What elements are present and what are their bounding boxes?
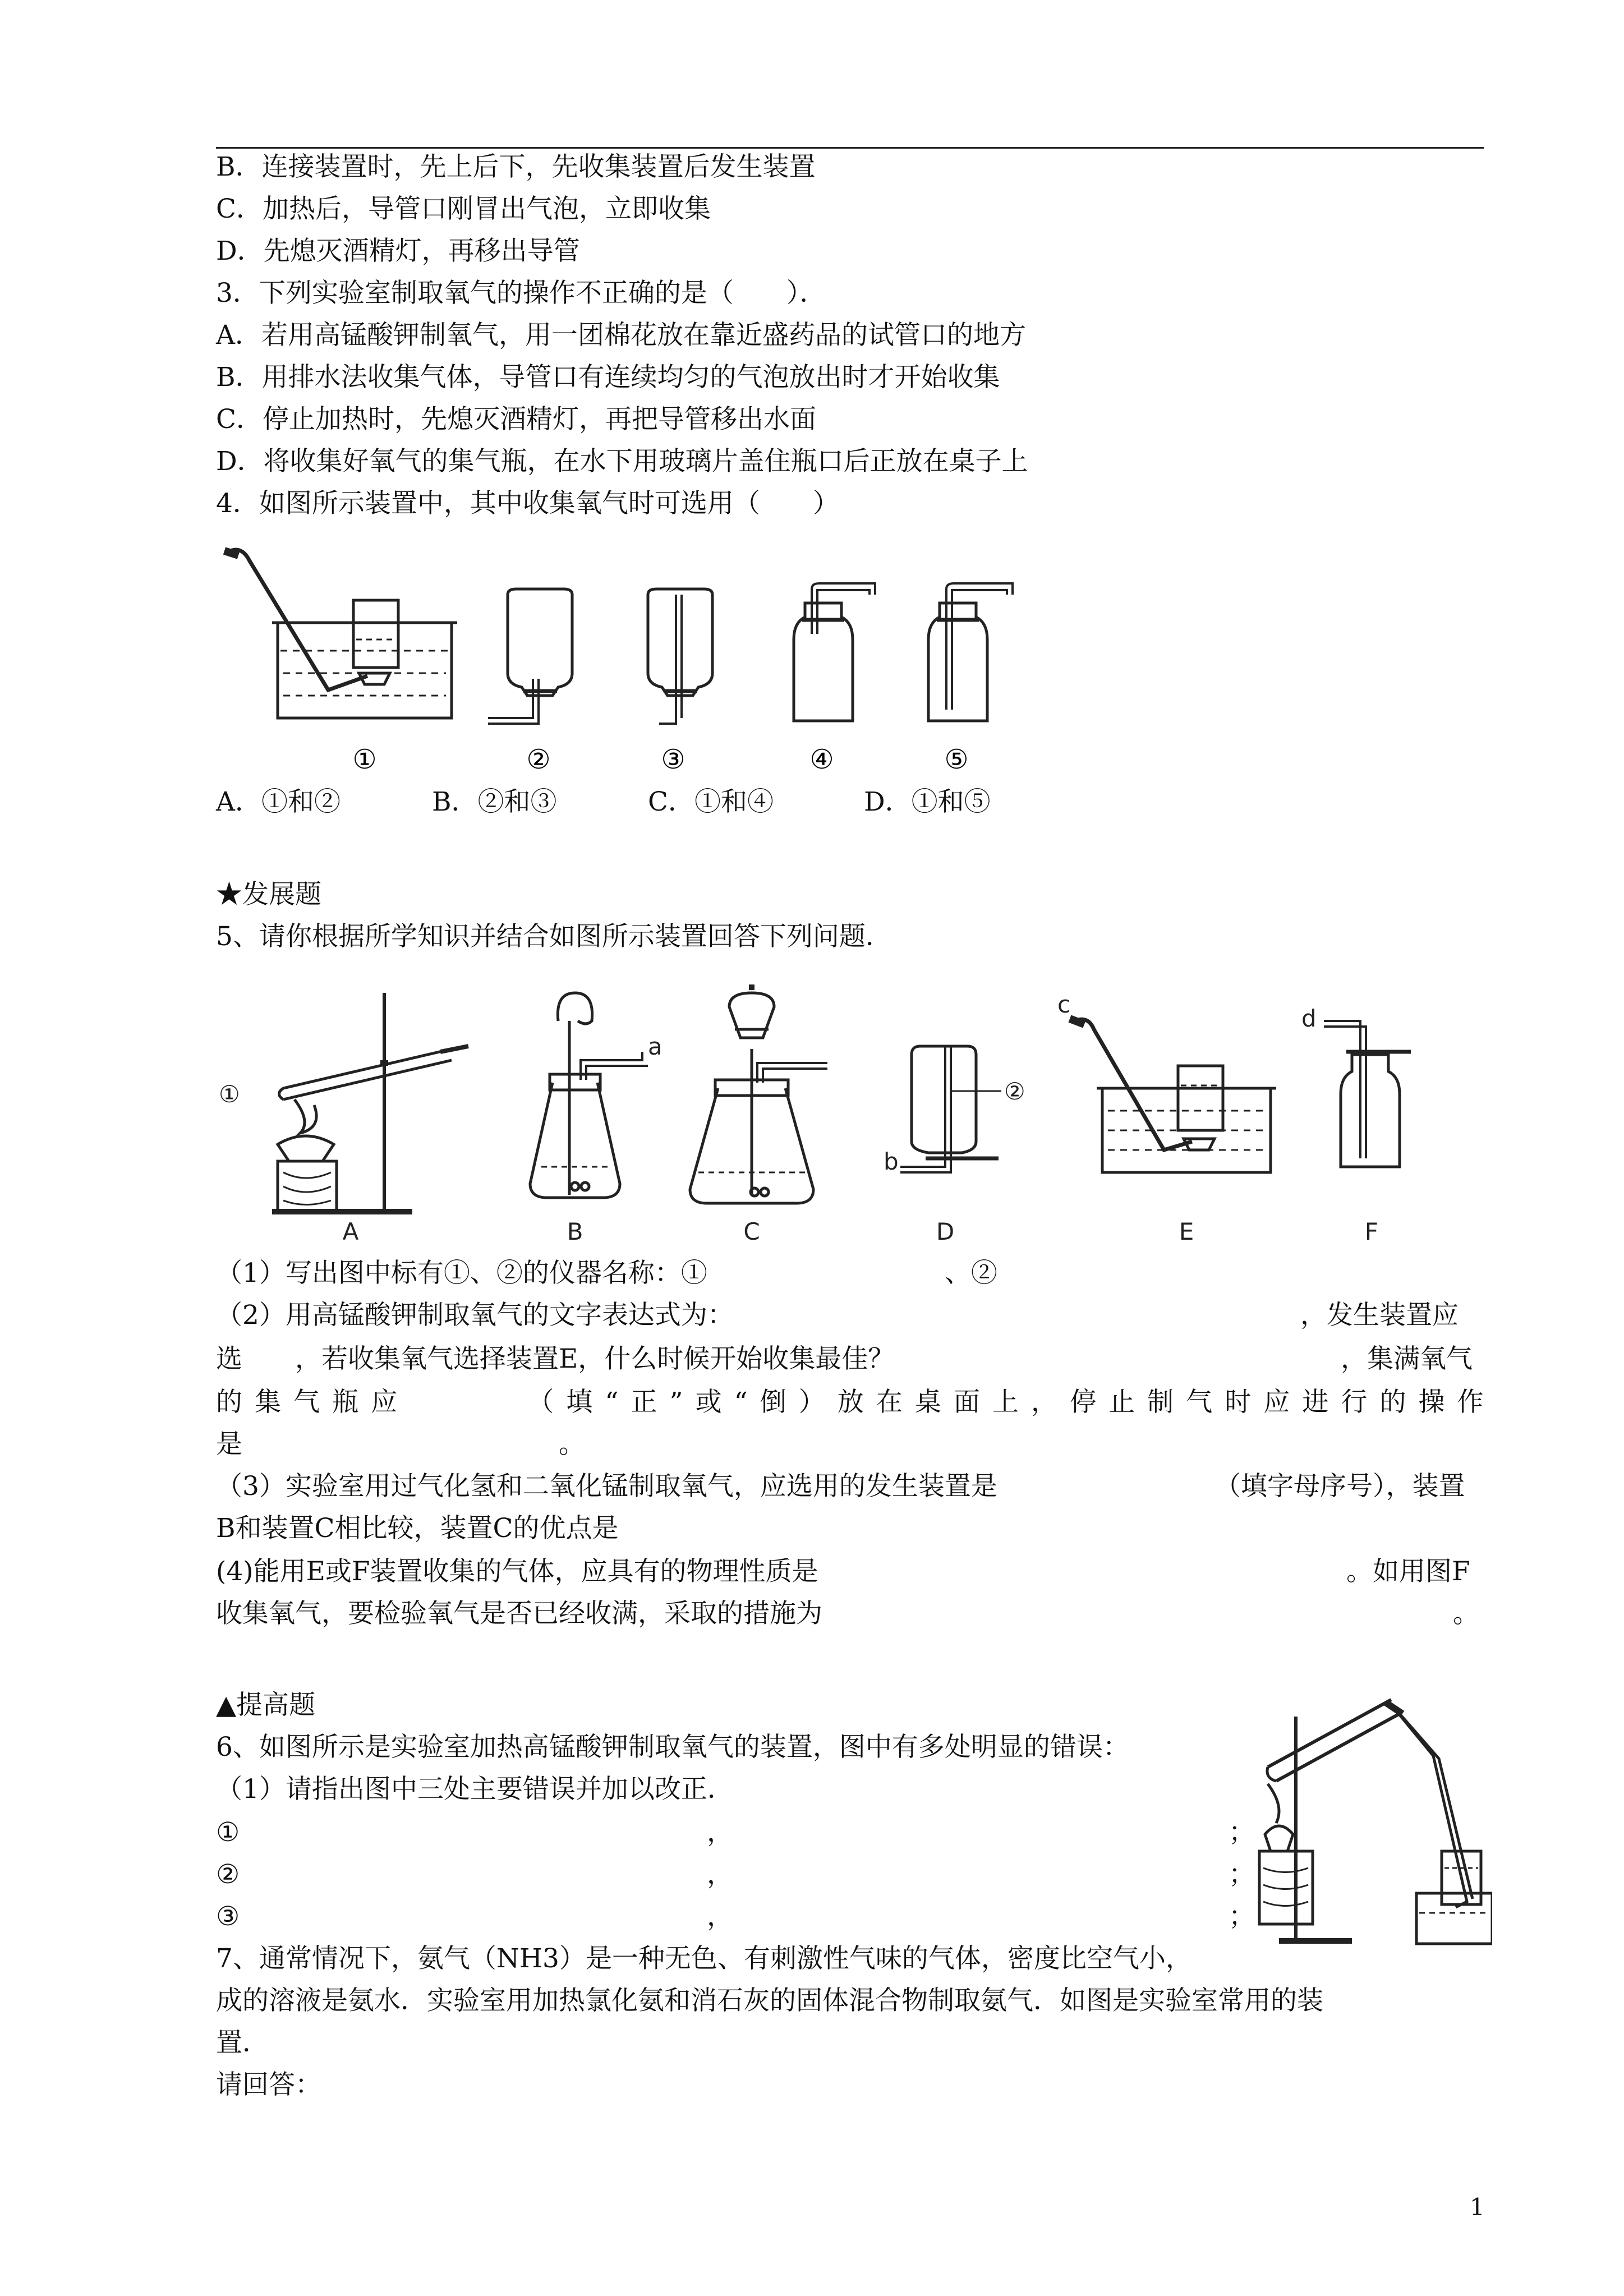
section-advanced-title: ▲提高题: [216, 1690, 316, 1720]
q6-row-1-comma: ，: [707, 1817, 733, 1848]
q4-fig-label-2: ②: [526, 744, 551, 774]
q4-option-d: D．①和⑤: [864, 786, 991, 817]
q6-row-2-semicolon: ；: [1229, 1859, 1255, 1890]
q4-option-a: A．①和②: [216, 786, 341, 817]
q4-fig-label-4: ④: [809, 744, 834, 774]
q3-option-c: C．停止加热时，先熄灭酒精灯，再把导管移出水面: [216, 404, 816, 435]
q7-line1: 7、通常情况下，氨气（NH3）是一种无色、有刺激性气味的气体，密度比空气小，: [216, 1943, 1192, 1974]
q2-option-c: C．加热后，导管口刚冒出气泡，立即收集: [216, 194, 711, 224]
page-number: 1: [1470, 2193, 1485, 2221]
q5-fig-label-f: F: [1364, 1218, 1379, 1245]
q5-part4-line1-right: 。如用图F: [1346, 1556, 1470, 1587]
q6-row-3-comma: ，: [707, 1901, 733, 1932]
q4-apparatus-figure: [216, 539, 1029, 774]
q3-option-b: B．用排水法收集气体，导管口有连续均匀的气泡放出时才开始收集: [216, 362, 1000, 393]
header-rule: [216, 147, 1484, 149]
q5-mark-a: a: [648, 1033, 663, 1060]
q5-part2-line1-left: （2）用高锰酸钾制取氧气的文字表达式为：: [216, 1300, 734, 1331]
q4-fig-label-5: ⑤: [944, 744, 969, 774]
q5-apparatus-figure: [216, 982, 1484, 1245]
q7-line2: 成的溶液是氨水．实验室用加热氯化氨和消石灰的固体混合物制取氨气．如图是实验室常用的装: [216, 1985, 1323, 2016]
section-development-title: ★发展题: [216, 879, 321, 910]
q2-option-b: B．连接装置时，先上后下，先收集装置后发生装置: [216, 151, 816, 182]
q5-fig-label-e: E: [1179, 1218, 1194, 1245]
q6-row-2-comma: ，: [707, 1859, 733, 1890]
q5-fig-label-d: D: [936, 1218, 955, 1245]
q5-part3-line1-right: （填字母序号），装置: [1214, 1471, 1465, 1502]
q5-fig-label-b: B: [567, 1218, 583, 1245]
q5-part4-line2-right: 。: [1453, 1598, 1479, 1629]
q5-part2-line4: 是 。: [216, 1429, 585, 1460]
q6-row-1-semicolon: ；: [1229, 1817, 1255, 1848]
q3-option-a: A．若用高锰酸钾制氧气，用一团棉花放在靠近盛药品的试管口的地方: [216, 320, 1026, 351]
q5-mark-c: c: [1057, 991, 1071, 1018]
q5-part2-line1-right: ，发生装置应: [1300, 1300, 1459, 1331]
q4-option-b: B．②和③: [432, 786, 557, 817]
q4-stem: 4．如图所示装置中，其中收集氧气时可选用（ ）: [216, 488, 839, 519]
q5-mark-2: ②: [1004, 1078, 1025, 1105]
q5-part4-line1-left: (4)能用E或F装置收集的气体，应具有的物理性质是: [216, 1556, 818, 1587]
q5-fig-label-a: A: [342, 1218, 359, 1245]
q6-row-3-semicolon: ；: [1229, 1901, 1255, 1932]
q5-mark-1: ①: [219, 1080, 240, 1108]
q4-fig-label-3: ③: [661, 744, 686, 774]
q5-stem: 5、请你根据所学知识并结合如图所示装置回答下列问题．: [216, 921, 892, 952]
q7-line4: 请回答：: [216, 2069, 321, 2100]
q6-apparatus-figure: [1257, 1683, 1492, 1952]
q6-row-3-num: ③: [216, 1901, 240, 1932]
q6-row-2-num: ②: [216, 1859, 240, 1890]
q5-part2-line2-left: 选 ，若收集氧气选择装置E，什么时候开始收集最佳？: [216, 1343, 895, 1374]
q5-part2-line2-right: ，集满氧气: [1341, 1343, 1473, 1374]
q5-part2-line3: 的 集 气 瓶 应 （ 填 “ 正 ” 或 “ 倒 ） 放 在 桌 面 上 ， 停 止 制 气 时 应 进 行 的 操 作: [216, 1387, 1484, 1418]
q6-stem: 6、如图所示是实验室加热高锰酸钾制取氧气的装置，图中有多处明显的错误：: [216, 1732, 1129, 1763]
q6-part1: （1）请指出图中三处主要错误并加以改正．: [216, 1774, 734, 1805]
q5-part3-line1-left: （3）实验室用过气化氢和二氧化锰制取氧气，应选用的发生装置是: [216, 1471, 997, 1502]
q7-line3: 置．: [216, 2027, 269, 2058]
q2-option-d: D．先熄灭酒精灯，再移出导管: [216, 236, 580, 266]
q4-fig-label-1: ①: [352, 744, 377, 774]
q3-option-d: D．将收集好氧气的集气瓶，在水下用玻璃片盖住瓶口后正放在桌子上: [216, 446, 1028, 477]
q5-mark-b: b: [884, 1148, 899, 1175]
q5-mark-d: d: [1301, 1005, 1317, 1032]
q5-part1: （1）写出图中标有①、②的仪器名称：① 、②: [216, 1258, 997, 1289]
q6-row-1-num: ①: [216, 1817, 240, 1848]
q4-option-c: C．①和④: [648, 786, 774, 817]
q5-fig-label-c: C: [743, 1218, 760, 1245]
q5-part4-line2-left: 收集氧气，要检验氧气是否已经收满，采取的措施为: [216, 1598, 822, 1629]
q3-stem: 3．下列实验室制取氧气的操作不正确的是（ ）．: [216, 278, 826, 309]
q5-part3-line2: B和装置C相比较，装置C的优点是: [216, 1513, 619, 1544]
